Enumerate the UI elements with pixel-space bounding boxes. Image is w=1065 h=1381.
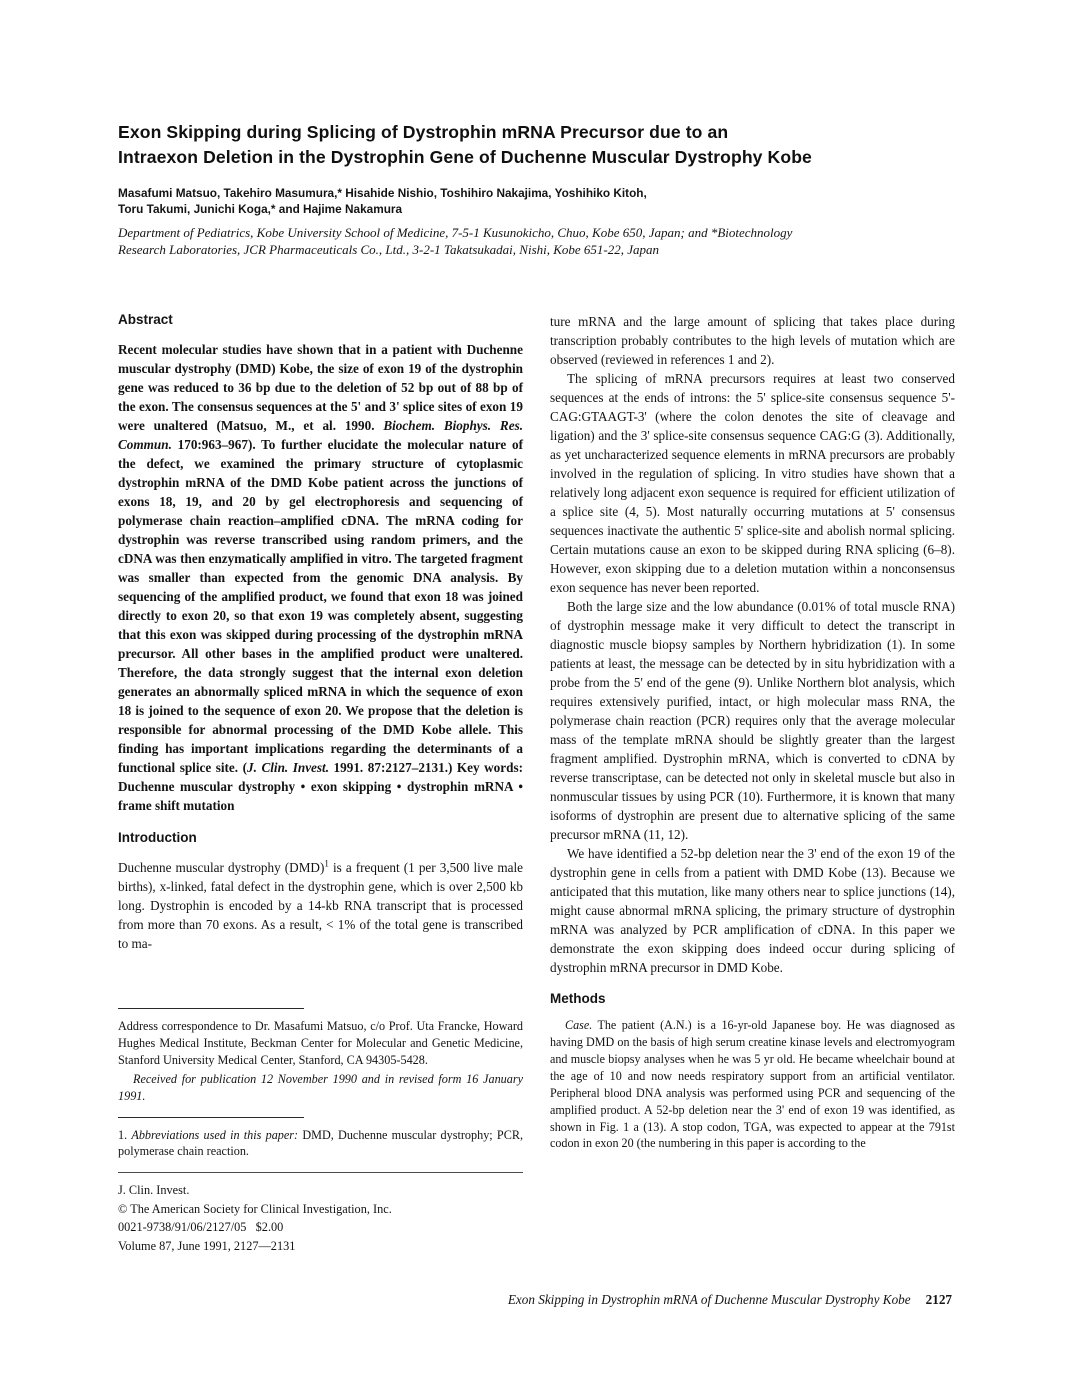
journal-reference-italic: Biochem. Biophys. Res. Commun. — [118, 418, 523, 452]
abbrev-number: 1. — [118, 1127, 132, 1142]
authors-line-2: Toru Takumi, Junichi Koga,* and Hajime Nakamura — [118, 202, 403, 217]
issn-price-line: 0021-9738/91/06/2127/05 $2.00 — [118, 1220, 284, 1235]
case-label-italic: Case. — [565, 1018, 593, 1032]
running-title: Exon Skipping in Dystrophin mRNA of Duchenne Muscular Dystrophy Kobe — [507, 1292, 911, 1307]
introduction-paragraph — [118, 858, 523, 953]
abstract-heading: Abstract — [118, 312, 173, 327]
title-line-2: Intraexon Deletion in the Dystrophin Gene of Duchenne Muscular Dystrophy Kobe — [118, 146, 812, 167]
abstract-keywords-segment: 1991. 87:2127–2131.) Key words: Duchenne muscular dystrophy • exon skipping • dystrophin mRNA • frame shift mutation — [118, 760, 523, 813]
journal-info-block — [118, 1181, 523, 1255]
page-number: 2127 — [925, 1292, 952, 1307]
abstract-paragraph — [118, 340, 523, 815]
article-title — [118, 120, 963, 169]
intro-text-segment: Duchenne muscular dystrophy (DMD) — [118, 860, 325, 875]
introduction-heading: Introduction — [118, 830, 197, 845]
title-line-1: Exon Skipping during Splicing of Dystrophin mRNA Precursor due to an — [118, 122, 729, 142]
body-paragraph-detection: Both the large size and the low abundance (0.01% of total muscle RNA) of dystrophin message make it very difficult to detect the transcript in diagnostic muscle biopsy samples by Northern hybridization (1). In some patients at least, the message can be detected by in situ hybridization with a probe from the 5' end of the gene (9). Unlike Northern blot analysis, which requires extensively purified, intact, or high molecular mass RNA, the polymerase chain reaction (PCR) requires only that the average molecular mass of the template mRNA should be slightly greater than the largest fragment amplified. Dystrophin mRNA, which is converted to cDNA by reverse transcriptase, can be detected not only in skeletal muscle but also in nonmuscular tissues by using PCR (10). Furthermore, it is known that many isoforms of dystrophin are present due to alternative splicing of the same precursor mRNA (11, 12). — [550, 599, 955, 842]
abbrev-label-italic: Abbreviations used in this paper: — [131, 1127, 299, 1142]
footnote-reference-marker: 1 — [324, 858, 329, 869]
affiliation-line-2: Research Laboratories, JCR Pharmaceuticals Co., Ltd., 3-2-1 Takatsukadai, Nishi, Kobe 651-22, Japan — [118, 241, 660, 257]
body-paragraph-deletion: We have identified a 52-bp deletion near the 3' end of the exon 19 of the dystrophin gene in cells from a patient with DMD Kobe (13). Because we anticipated that this mutation, like many others near to splice junctions (14), might cause abnormal mRNA splicing, the primary structure of dystrophin mRNA was analyzed by PCR amplification of cDNA. In this paper we demonstrate the exon skipping does indeed occur during splicing of dystrophin mRNA precursor in DMD Kobe. — [550, 846, 955, 975]
abbrev-list: DMD, Duchenne muscular dystrophy; PCR, polymerase chain reaction. — [118, 1127, 523, 1159]
abstract-text-segment: 170:963–967). To further elucidate the molecular nature of the defect, we examined the primary structure of cytoplasmic dystrophin mRNA of the DMD Kobe patient across the junctions of exons 18, 19, and 20 by gel electrophoresis and sequencing of polymerase chain reaction–amplified cDNA. The mRNA coding for dystrophin was reverse transcribed using random primers, and the cDNA was then enzymatically amplified in vitro. The targeted fragment was smaller than expected from the genomic DNA analysis. By sequencing of the amplified product, we found that exon 18 was joined directly to exon 20, so that exon 19 was completely absent, suggesting that this exon was skipped during processing of the dystrophin mRNA precursor. All other bases in the amplified product were unaltered. Therefore, the data strongly suggest that the internal exon deletion generates an abnormally spliced mRNA in which the sequence of exon 18 is joined to the sequence of exon 20. We propose that the deletion is responsible for abnormal processing of the DMD Kobe allele. This finding has important implications regarding the determinants of a functional splice site. ( — [118, 437, 523, 775]
footnote-block — [118, 984, 523, 1255]
page-footer — [508, 1292, 952, 1308]
copyright-line: © The American Society for Clinical Investigation, Inc. — [118, 1201, 392, 1216]
received-note: Received for publication 12 November 1990 and in revised form 16 January 1991. — [118, 1071, 523, 1103]
abstract-text-segment: Recent molecular studies have shown that in a patient with Duchenne muscular dystrophy (DMD) Kobe, the size of exon 19 of the dystrophin gene was reduced to 36 bp due to the deletion of 52 bp out of 88 bp of the exon. The consensus sequences at the 5' and 3' splice sites of exon 19 were unaltered (Matsuo, M., et al. 1990. — [118, 342, 523, 433]
methods-heading: Methods — [550, 991, 606, 1006]
volume-line: Volume 87, June 1991, 2127—2131 — [118, 1238, 296, 1253]
body-paragraph-continuation: ture mRNA and the large amount of splicing that takes place during transcription probably contributes to the high levels of mutation which are observed (reviewed in references 1 and 2). — [550, 314, 955, 367]
article-masthead — [118, 120, 963, 259]
affiliation-line-1: Department of Pediatrics, Kobe University School of Medicine, 7-5-1 Kusunokicho, Chuo, Kobe 650, Japan; and *Biotechnology — [118, 225, 793, 241]
author-list — [118, 186, 963, 218]
affiliation — [118, 225, 963, 259]
authors-line-1: Masafumi Matsuo, Takehiro Masumura,* Hisahide Nishio, Toshihiro Nakajima, Yoshihiko Kitoh, — [118, 186, 647, 201]
abbreviations-note — [118, 1127, 523, 1161]
intro-text-segment: is a frequent (1 per 3,500 live male births), x-linked, fatal defect in the dystrophin gene, which is over 2,500 kb long. Dystrophin is encoded by a 14-kb RNA transcript that is processed from more than 70 exons. As a result, < 1% of the total gene is transcribed to ma- — [118, 860, 524, 951]
left-column — [118, 312, 523, 1255]
abbreviations-rule — [118, 1117, 304, 1118]
two-column-body — [118, 312, 956, 1255]
body-paragraph-splicing: The splicing of mRNA precursors requires at least two conserved sequences at the ends of introns: the 5' splice-site consensus sequence 5'-CAG:GTAAGT-3' (where the colon denotes the site of cleavage and ligation) and the 3' splice-site consensus sequence CAG:G (3). Additionally, as yet uncharacterized sequence elements in mRNA precursors are probably involved in the regulation of splicing. In vitro studies have shown that a relatively long adjacent exon sequence is required for efficient utilization of a splice site (4, 5). Most naturally occurring mutations at 5' consensus sequences inactivate the authentic 5' splice-site and abolish normal splicing. Certain mutations cause an exon to be skipped during RNA splicing (6–8). However, exon skipping due to a deletion mutation within a nonconsensus exon sequence has never been reported. — [550, 371, 955, 595]
journal-info-rule — [118, 1172, 523, 1173]
methods-case-paragraph — [550, 1017, 955, 1152]
journal-name: J. Clin. Invest. — [118, 1183, 190, 1198]
citation-italic: J. Clin. Invest. — [247, 760, 330, 775]
methods-text-segment: The patient (A.N.) is a 16-yr-old Japanese boy. He was diagnosed as having DMD on the basis of high serum creatine kinase levels and electromyogram and muscle biopsy analyses when he was 5 yr old. He became wheelchair bound at the age of 10 and now needs respiratory support from an artificial ventilator. Peripheral blood DNA analysis was performed using PCR and sequencing of the amplified product. A 52-bp deletion near the 3' end of exon 19 was identified, as shown in Fig. 1 a (13). A stop codon, TGA, was expected to appear at the 791st codon in exon 20 (the numbering in this paper is according to the — [550, 1018, 955, 1151]
correspondence-note: Address correspondence to Dr. Masafumi Matsuo, c/o Prof. Uta Francke, Howard Hughes Medical Institute, Beckman Center for Molecular and Genetic Medicine, Stanford University Medical Center, Stanford, CA 94305-5428. — [118, 1019, 523, 1068]
correspondence-rule — [118, 1008, 304, 1009]
right-column — [550, 312, 955, 1255]
